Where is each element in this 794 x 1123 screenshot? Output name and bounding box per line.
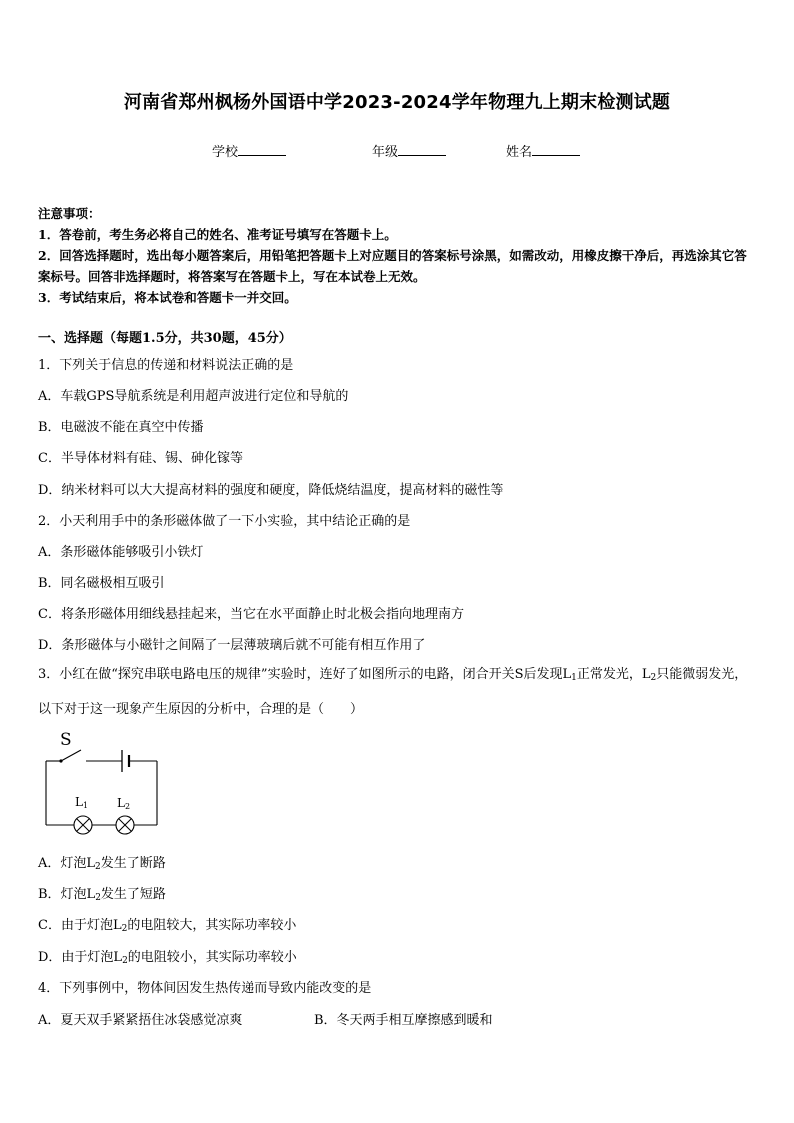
subscript: 1: [571, 673, 577, 683]
q2-option-d: D．条形磁体与小磁针之间隔了一层薄玻璃后就不可能有相互作用了: [38, 638, 426, 653]
lamp-l2-label: L2: [117, 796, 131, 811]
grade-blank: [398, 143, 446, 156]
switch-blade: [61, 750, 81, 761]
school-blank: [238, 143, 286, 156]
subscript: 2: [650, 673, 657, 683]
q3-stem-part: 3．小红在做“探究串联电路电压的规律”实验时，连好了如图所示的电路，闭合开关S后发现L: [38, 667, 572, 682]
q2-option-a: A．条形磁体能够吸引小铁灯: [38, 545, 204, 560]
name-label: 姓名: [506, 145, 533, 160]
name-field: [506, 141, 580, 160]
q3-option-d: D．由于灯泡$L_2$的电阻较小，其实际功率较小: [38, 950, 297, 966]
notes-block: [38, 203, 758, 308]
grade-field: [372, 141, 446, 160]
note-item: 2．回答选择题时，选出每小题答案后，用铅笔把答题卡上对应题目的答案标号涂黑，如需改动，用橡皮擦干净后，再选涂其它答案标号。回答非选择题时，将答案写在答题卡上，写在本试卷上无效。: [38, 248, 747, 284]
circuit-diagram: [38, 726, 168, 836]
q1-option-d: D．纳米材料可以大大提高材料的强度和硬度，降低烧结温度，提高材料的磁性等: [38, 483, 504, 498]
section-heading: 一、选择题（每题1.5分，共30题，45分）: [38, 331, 292, 346]
q4-option-b: B．冬天两手相互摩擦感到暖和: [314, 1013, 493, 1028]
q3-option-a: A．灯泡$L_2$发生了断路: [38, 856, 166, 872]
q1-option-c: C．半导体材料有硅、锡、砷化镓等: [38, 451, 243, 466]
switch-label: S: [60, 730, 72, 750]
q3-stem: [38, 659, 756, 725]
grade-label: 年级: [372, 145, 399, 160]
lamp-l1-icon: [74, 816, 92, 834]
q1-option-b: B．电磁波不能在真空中传播: [38, 420, 204, 435]
name-blank: [532, 143, 580, 156]
q1-stem: 1．下列关于信息的传递和材料说法正确的是: [38, 358, 294, 373]
page-title: 河南省郑州枫杨外国语中学2023-2024学年物理九上期末检测试题: [123, 92, 671, 113]
q3-option-b: B．灯泡$L_2$发生了短路: [38, 887, 166, 903]
q3-option-c: C．由于灯泡$L_2$的电阻较大，其实际功率较小: [38, 918, 297, 934]
note-item: 3．考试结束后，将本试卷和答题卡一并交回。: [38, 290, 297, 305]
note-item: 1．答卷前，考生务必将自己的姓名、准考证号填写在答题卡上。: [38, 227, 397, 242]
q1-option-a: A．车载GPS导航系统是利用超声波进行定位和导航的: [38, 389, 349, 404]
q3-stem-part: 正常发光，L: [576, 667, 651, 682]
school-label: 学校: [212, 145, 239, 160]
q4-option-a: A．夏天双手紧紧捂住冰袋感觉凉爽: [38, 1013, 243, 1028]
notes-heading: 注意事项：: [38, 206, 101, 221]
q2-stem: 2．小天利用手中的条形磁体做了一下小实验，其中结论正确的是: [38, 514, 411, 529]
q3-stem-part: 只能微弱发光，以下对于这一现象产生原因的分析中，合理的是（ ）: [38, 667, 748, 717]
school-field: [212, 141, 286, 160]
lamp-l2-icon: [116, 816, 134, 834]
q4-stem: 4．下列事例中，物体间因发生热传递而导致内能改变的是: [38, 981, 372, 996]
lamp-l1-label: L1: [75, 795, 89, 810]
q2-option-b: B．同名磁极相互吸引: [38, 576, 165, 591]
q2-option-c: C．将条形磁体用细线悬挂起来，当它在水平面静止时北极会指向地理南方: [38, 607, 464, 622]
